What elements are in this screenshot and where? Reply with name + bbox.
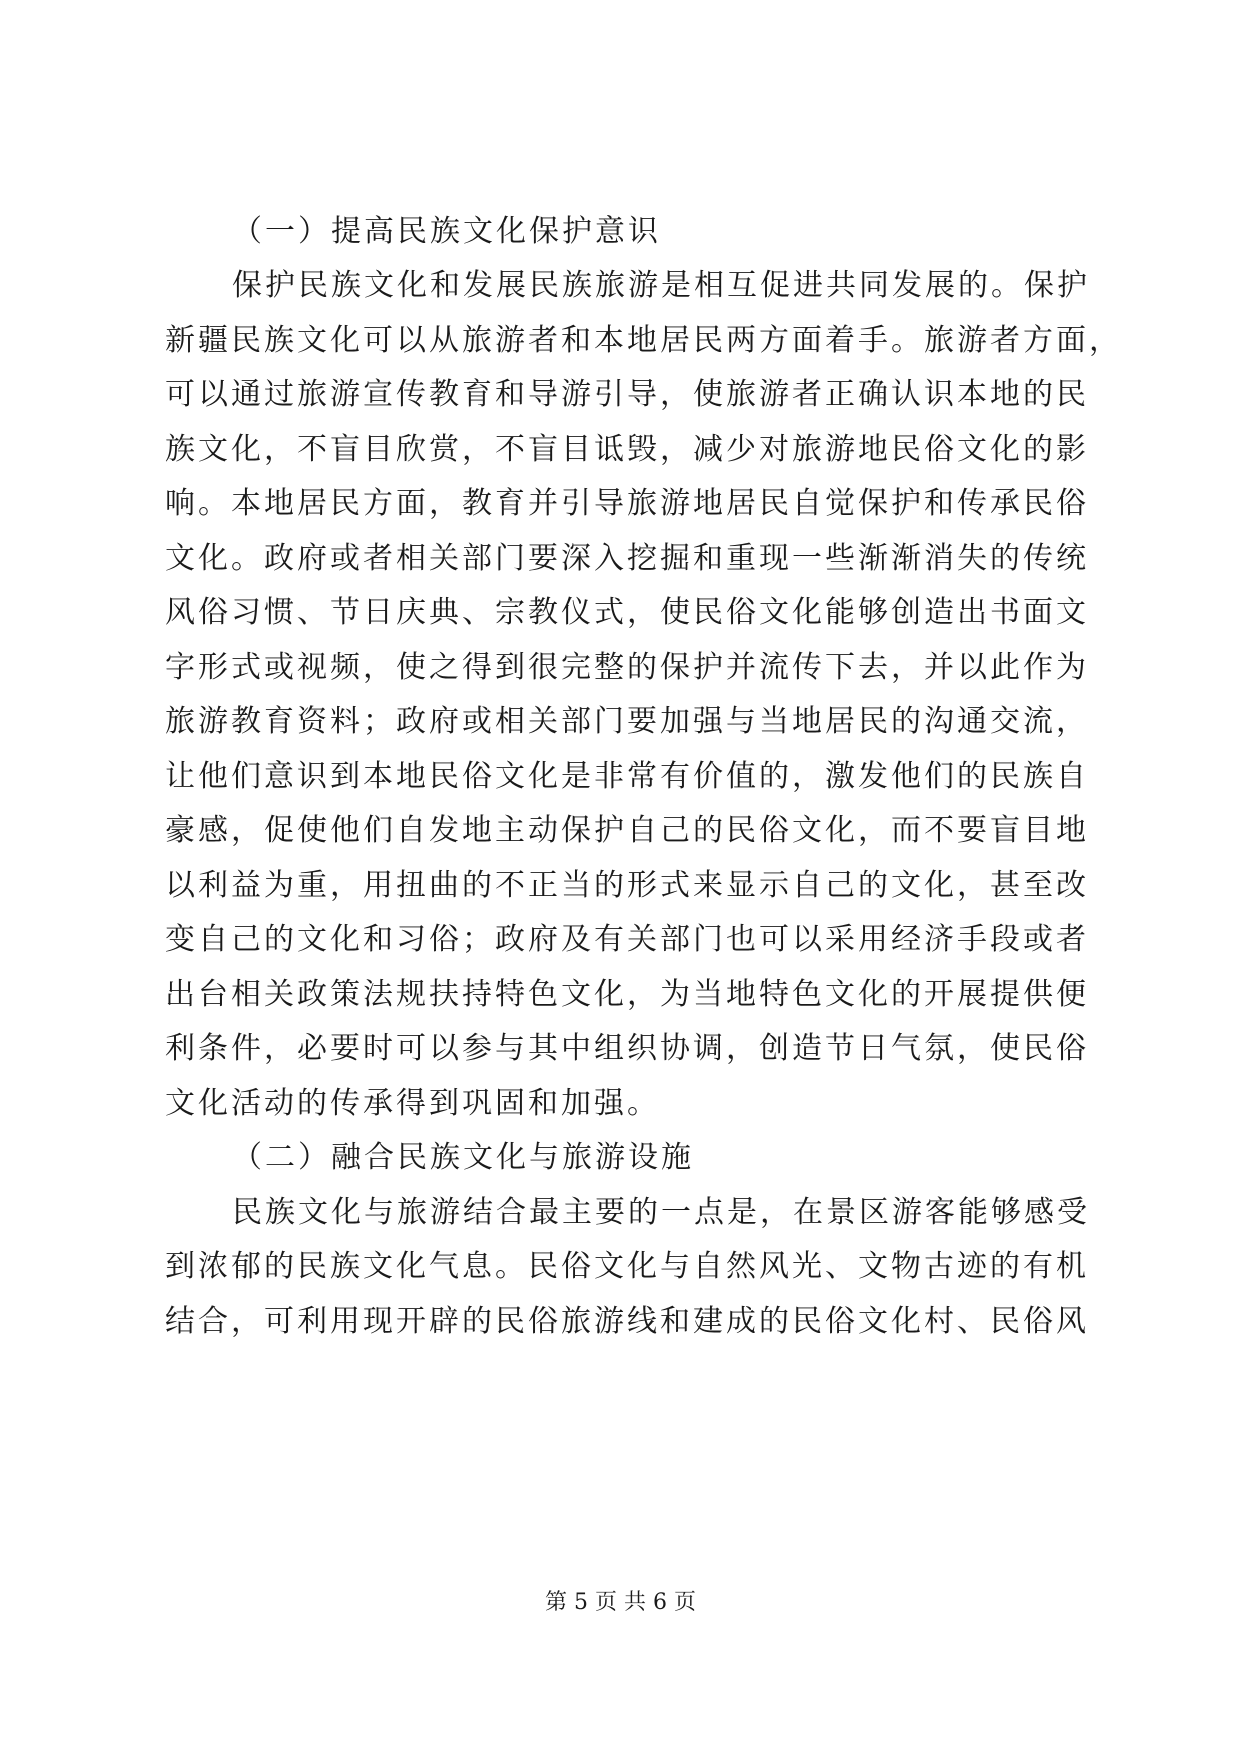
paragraph-line: 文化。政府或者相关部门要深入挖掘和重现一些渐渐消失的传统 <box>165 541 1089 576</box>
paragraph-line: 让他们意识到本地民俗文化是非常有价值的，激发他们的民族自 <box>165 759 1089 794</box>
paragraph-line: 结合，可利用现开辟的民俗旅游线和建成的民俗文化村、民俗风 <box>165 1304 1089 1339</box>
paragraph-line: 族文化，不盲目欣赏，不盲目诋毁，减少对旅游地民俗文化的影 <box>165 432 1089 467</box>
paragraph-line: 变自己的文化和习俗；政府及有关部门也可以采用经济手段或者 <box>165 922 1089 957</box>
paragraph-line: 可以通过旅游宣传教育和导游引导，使旅游者正确认识本地的民 <box>165 377 1089 412</box>
paragraph-line: 新疆民族文化可以从旅游者和本地居民两方面着手。旅游者方面， <box>165 323 1122 358</box>
paragraph-line: 豪感，促使他们自发地主动保护自己的民俗文化，而不要盲目地 <box>165 813 1089 848</box>
paragraph-line: 民族文化与旅游结合最主要的一点是，在景区游客能够感受 <box>232 1195 1090 1230</box>
paragraph-line: 保护民族文化和发展民族旅游是相互促进共同发展的。保护 <box>232 268 1090 303</box>
section-heading-2: （二）融合民族文化与旅游设施 <box>232 1140 694 1175</box>
paragraph-line: 响。本地居民方面，教育并引导旅游地居民自觉保护和传承民俗 <box>165 486 1089 521</box>
paragraph-line: 到浓郁的民族文化气息。民俗文化与自然风光、文物古迹的有机 <box>165 1249 1089 1284</box>
paragraph-line: 利条件，必要时可以参与其中组织协调，创造节日气氛，使民俗 <box>165 1031 1089 1066</box>
paragraph-line: 旅游教育资料；政府或相关部门要加强与当地居民的沟通交流， <box>165 704 1089 739</box>
paragraph-line: 以利益为重，用扭曲的不正当的形式来显示自己的文化，甚至改 <box>165 868 1089 903</box>
section-heading-1: （一）提高民族文化保护意识 <box>232 214 661 249</box>
paragraph-line: 出台相关政策法规扶持特色文化，为当地特色文化的开展提供便 <box>165 977 1089 1012</box>
paragraph-line: 文化活动的传承得到巩固和加强。 <box>165 1086 660 1121</box>
page-footer: 第 5 页 共 6 页 <box>545 1590 696 1615</box>
paragraph-line: 字形式或视频，使之得到很完整的保护并流传下去，并以此作为 <box>165 650 1089 685</box>
paragraph-line: 风俗习惯、节日庆典、宗教仪式，使民俗文化能够创造出书面文 <box>165 595 1089 630</box>
